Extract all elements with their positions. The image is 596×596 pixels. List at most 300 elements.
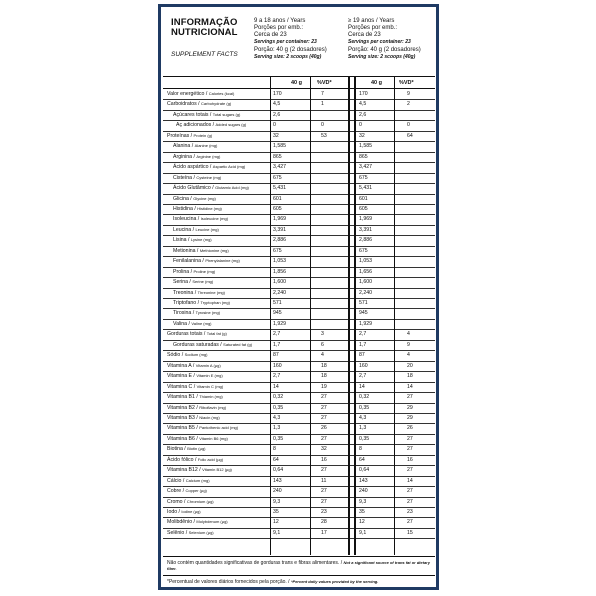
nutrient-name-en: Tryptophan (mg) [200,300,230,305]
col-a-amount-cell: 605 [273,205,282,212]
nutrient-label [167,413,220,423]
nutrient-name-pt: Prolina / [173,268,194,275]
col-b-vd-cell: 27 [407,488,413,495]
col-b-amount-cell: 1,7 [359,341,367,348]
nutrient-name-en: Copper (µg) [185,488,207,494]
col-divider-2 [310,76,311,555]
nutrient-label [173,246,229,256]
nutrient-name-pt: Aç adicionados / [176,122,216,129]
nutrient-name-pt: Triptofano / [173,300,201,306]
col-a-amount-cell: 0,32 [273,394,284,401]
col-b-amount-cell: 601 [359,195,368,202]
col-a-amount-cell: 675 [273,247,282,254]
nutrient-label [173,141,217,151]
col-b-amount-cell: 0 [359,122,362,129]
nutrient-name-pt: Carboidratos / [167,101,202,108]
col-b-vd-cell: 20 [407,362,413,369]
col-a-amount-cell: 571 [273,300,282,306]
col-b-amount-cell: 8 [359,446,362,453]
nutrient-name-pt: Vitamina B12 / [167,467,203,474]
col-a-vd-cell: 27 [321,488,327,495]
col-b-amount-header: 40 g [371,80,383,86]
col-a-amount-cell: 601 [273,195,282,202]
col-b-vd-cell: 23 [407,509,413,515]
col-b-amount-cell: 87 [359,352,365,359]
col-b-amount-cell: 240 [359,488,368,495]
col-b-portion: Porção: 40 g (2 dosadores) [348,47,421,53]
column-a-header [254,18,339,61]
col-b-vd-cell: 15 [407,529,413,536]
nutrient-name-en: Selenium (µg) [188,529,214,535]
col-b-amount-cell: 3,391 [359,226,372,233]
nutrient-name-pt: Vitamina B1 / [167,394,200,401]
nutrient-name-pt: Tirosina / [173,310,196,317]
col-a-vd-cell: 27 [321,404,327,411]
nutrient-label [173,214,228,224]
supplement-facts-label: SUPPLEMENT FACTS [171,51,238,58]
nutrient-name-en: Total sugars (g) [212,111,241,117]
col-b-age: ≥ 19 anos / Years [348,18,395,24]
col-b-amount-cell: 143 [359,477,368,484]
nutrient-name-en: Serine (mg) [192,279,214,285]
col-a-amount-cell: 1,856 [273,268,286,275]
col-divider-4 [354,76,356,555]
nutrient-name-pt: Ácido fólico / [167,456,198,463]
nutrient-name-en: Thiamin (mg) [199,394,223,400]
nutrient-label [176,120,246,130]
col-b-amount-cell: 1,3 [359,425,367,432]
nutrient-name-en: Biotin (µg) [187,446,206,452]
col-b-vd-cell: 27 [407,446,413,453]
nutrient-name-pt: Gorduras saturadas / [173,341,224,348]
nutrient-name-en: Methionine (mg) [199,247,229,253]
nutrient-name-pt: Cálcio / [167,477,186,484]
nutrient-name-pt: Vitamina A / [167,362,196,369]
footnote-dv-en: *Percent daily values provided by the serving. [290,579,379,584]
col-divider-1 [270,76,271,555]
nutrient-name-en: Leucine (mg) [195,226,219,232]
nutrient-name-pt: Leucina / [173,226,196,233]
nutrient-name-pt: Valor energético / [167,91,209,97]
col-b-amount-cell: 14 [359,383,365,390]
col-a-amount-cell: 865 [273,153,282,160]
col-a-amount-cell: 1,929 [273,320,286,327]
nutrient-name-en: Sodium (mg) [184,352,208,358]
col-b-amount-cell: 2,886 [359,237,372,244]
nutrient-name-en: Glycine (mg) [193,195,216,201]
nutrient-name-pt: Selênio / [167,529,189,536]
nutrient-name-en: Vitamin B12 (µg) [202,467,232,473]
nutrient-name-pt: Ácido aspártico / [173,164,213,171]
col-b-vd-cell: 27 [407,394,413,401]
nutrient-label [173,267,215,277]
nutrient-label [167,434,228,444]
col-a-vd-cell: 27 [321,498,327,505]
nutrient-label [167,455,223,465]
col-a-amount-cell: 240 [273,488,282,495]
col-a-amount-cell: 87 [273,352,279,359]
col-b-amount-cell: 4,3 [359,414,367,421]
nutrient-label [167,517,228,527]
col-a-amount-cell: 1,969 [273,216,286,223]
nutrient-name-en: Threonine (mg) [197,289,225,295]
nutrient-name-en: Aspartic Acid (mg) [212,164,246,170]
nutrient-name-pt: Biotina / [167,446,188,453]
col-a-amount-cell: 2,886 [273,237,286,244]
nutrient-name-en: Riboflavin (mg) [199,404,227,410]
nutrient-name-en: Valine (mg) [191,320,212,326]
col-b-vd-cell: 18 [407,373,413,380]
nutrient-label [173,288,225,298]
nutrient-label [167,392,223,402]
footnote-trans-fat-pt: Não contém quantidades significativas de gorduras trans e fibras alimentares. / [167,560,344,566]
col-b-servings-count: Cerca de 23 [348,32,381,38]
nutrient-label [167,497,214,507]
nutrient-label [167,444,206,454]
nutrient-label [173,340,252,350]
nutrient-name-pt: Cromo / [167,498,187,505]
nutrition-facts-panel [158,4,439,590]
col-b-vd-cell: 14 [407,477,413,484]
nutrient-name-pt: Isoleucina / [173,216,201,223]
col-a-vd-cell: 18 [321,362,327,369]
col-a-portion: Porção: 40 g (2 dosadores) [254,47,327,53]
nutrient-label [167,528,214,538]
col-b-amount-cell: 12 [359,519,365,526]
col-a-vd-cell: 27 [321,414,327,421]
nutrient-name-pt: Vitamina B5 / [167,425,200,432]
col-a-vd-cell: 7 [321,91,324,97]
col-a-amount-cell: 160 [273,362,282,369]
nutrient-name-pt: Vitamina C / [167,383,197,390]
title-line-2: NUTRICIONAL [171,27,238,38]
nutrient-name-en: Calcium (mg) [185,477,210,483]
nutrient-name-en: Lysine (mg) [190,237,212,243]
col-b-amount-cell: 0,64 [359,467,370,474]
nutrient-label [167,371,223,381]
col-b-amount-cell: 675 [359,174,368,181]
nutrient-name-en: Vitamin A (µg) [195,362,221,368]
nutrient-name-pt: Ácido Glutâmico / [173,185,216,192]
col-a-vd-cell: 32 [321,446,327,453]
col-a-amount-cell: 0,35 [273,435,284,442]
nutrient-label [173,308,220,318]
col-b-amount-cell: 2,7 [359,331,367,338]
col-a-vd-header: %VD* [317,80,332,86]
col-a-amount-cell: 9,3 [273,498,281,505]
col-a-vd-cell: 11 [321,477,327,484]
column-b-header [348,18,436,61]
col-a-amount-cell: 1,585 [273,143,286,150]
col-a-vd-cell: 27 [321,394,327,401]
nutrient-label [173,235,212,245]
nutrient-label [173,298,230,308]
col-b-amount-cell: 1,053 [359,258,372,265]
col-b-amount-cell: 0,32 [359,394,370,401]
nutrient-name-pt: Molibdênio / [167,519,197,526]
col-a-amount-cell: 3,427 [273,164,286,171]
col-b-amount-cell: 32 [359,132,365,139]
col-a-amount-cell: 8 [273,446,276,453]
col-a-vd-cell: 27 [321,467,327,474]
col-b-vd-cell: 2 [407,101,410,108]
col-a-vd-cell: 17 [321,529,327,536]
col-a-amount-cell: 14 [273,383,279,390]
col-divider-5 [394,76,395,555]
nutrient-label [173,277,213,287]
nutrient-name-pt: Alanina / [173,143,195,150]
col-b-vd-cell: 26 [407,425,413,432]
nutrient-label [173,256,240,266]
col-b-amount-cell: 2,7 [359,373,367,380]
col-a-amount-cell: 64 [273,456,279,463]
nutrient-name-pt: Gorduras totais / [167,331,207,338]
nutrient-name-pt: Proteínas / [167,132,194,139]
col-a-amount-cell: 32 [273,132,279,139]
col-b-amount-cell: 945 [359,310,368,317]
col-b-amount-cell: 35 [359,509,365,515]
col-a-servings-en: Servings per container: 23 [254,39,317,45]
nutrient-name-en: Molybdenum (µg) [196,519,228,525]
col-a-vd-cell: 0 [321,122,324,129]
nutrient-label [167,131,212,141]
nutrient-name-en: Chromium (µg) [186,498,214,504]
col-b-amount-cell: 9,3 [359,498,367,505]
nutrient-label [167,423,238,433]
nutrient-name-pt: Cisteína / [173,174,197,181]
col-b-vd-cell: 64 [407,132,413,139]
nutrient-name-en: Histidine (mg) [197,205,222,211]
nutrient-label [167,99,231,109]
col-a-amount-cell: 0,64 [273,467,284,474]
col-b-amount-cell: 865 [359,153,368,160]
nutrient-label [167,486,207,496]
col-b-amount-cell: 64 [359,456,365,463]
nutrient-name-en: Isoleucine (mg) [200,216,229,222]
col-b-amount-cell: 170 [359,91,368,97]
col-a-amount-cell: 0,35 [273,404,284,411]
col-a-amount-cell: 4,3 [273,414,281,421]
col-a-vd-cell: 26 [321,425,327,432]
nutrient-name-pt: Lisina / [173,237,191,244]
col-b-vd-cell: 4 [407,331,410,338]
footnote-trans-fat [167,560,439,572]
footnote-trans-fat-en: Not a significant source of trans fat or dietary fiber. [167,560,430,571]
col-b-servings-en: Servings per container: 23 [348,39,411,45]
nutrient-label [167,382,223,392]
nutrient-label [173,173,221,183]
col-b-amount-cell: 1,585 [359,143,372,150]
col-b-vd-cell: 16 [407,456,413,463]
col-a-amount-cell: 1,3 [273,425,281,432]
col-b-vd-cell: 9 [407,341,410,348]
col-b-vd-header: %VD* [399,80,414,86]
col-b-amount-cell: 1,656 [359,268,372,275]
nutrient-name-pt: Valina / [173,320,192,327]
col-divider-3 [348,76,350,555]
nutrient-label [167,465,232,475]
nutrient-name-en: Alanine (mg) [194,143,218,149]
nutrient-name-en: Saturated fat (g) [223,341,253,347]
nutrient-label [167,329,227,339]
col-a-vd-cell: 23 [321,509,327,515]
col-a-age: 9 a 18 anos / Years [254,18,306,24]
col-a-amount-cell: 1,600 [273,279,286,286]
nutrient-name-en: Vitamin C (mg) [196,383,224,389]
col-a-amount-cell: 5,431 [273,185,286,192]
nutrient-name-en: Arginine (mg) [196,153,221,159]
col-a-amount-cell: 0 [273,122,276,129]
nutrient-label [167,476,210,486]
col-b-vd-cell: 0 [407,122,410,129]
nutrient-name-pt: Vitamina B2 / [167,404,200,411]
col-b-amount-cell: 0,35 [359,435,370,442]
nutrient-label [173,162,245,172]
col-a-vd-cell: 1 [321,101,324,108]
nutrient-name-en: Proline (mg) [193,268,216,274]
nutrient-name-pt: Metionina / [173,247,200,254]
col-a-amount-cell: 2,6 [273,111,281,118]
nutrient-name-pt: Serina / [173,279,193,286]
col-a-vd-cell: 28 [321,519,327,526]
col-b-amount-cell: 5,431 [359,185,372,192]
col-a-vd-cell: 53 [321,132,327,139]
col-b-vd-cell: 27 [407,435,413,442]
col-b-portion-en: Serving size: 2 scoops (40g) [348,54,416,60]
nutrient-label [167,361,221,371]
nutrient-name-en: Glutamic Acid (mg) [215,185,249,191]
col-a-amount-cell: 2,7 [273,373,281,380]
nutrient-name-en: Vitamin E (mg) [196,373,223,379]
nutrient-name-en: Iodine (µg) [181,509,201,514]
nutrient-name-pt: Vitamina E / [167,373,197,380]
col-a-amount-cell: 1,7 [273,341,281,348]
nutrient-label [173,319,212,329]
col-b-vd-cell: 29 [407,404,413,411]
col-a-amount-cell: 945 [273,310,282,317]
col-a-vd-cell: 27 [321,435,327,442]
nutrient-label [173,204,222,214]
nutrient-name-pt: Treonina / [173,289,198,296]
table-bottom-divider [163,556,435,557]
col-b-amount-cell: 2,240 [359,289,372,296]
col-a-servings-count: Cerca de 23 [254,32,287,38]
col-b-amount-cell: 3,427 [359,164,372,171]
col-b-vd-cell: 4 [407,352,410,359]
col-a-amount-cell: 170 [273,91,282,97]
col-b-servings: Porções por emb.: [348,25,398,31]
nutrient-label [173,194,216,204]
nutrient-name-pt: Vitamina B3 / [167,414,200,421]
col-a-amount-cell: 2,240 [273,289,286,296]
panel-header [161,7,436,75]
col-b-vd-cell: 27 [407,498,413,505]
nutrient-name-pt: Arginina / [173,153,197,160]
col-b-amount-cell: 675 [359,247,368,254]
nutrient-label [173,225,219,235]
nutrient-name-en: Calories (kcal) [208,91,235,96]
title-line-1: INFORMAÇÃO [171,17,238,28]
col-a-vd-cell: 19 [321,383,327,390]
nutrient-label [167,89,234,99]
nutrient-label [173,152,220,162]
col-b-amount-cell: 605 [359,205,368,212]
nutrient-name-en: Protein (g) [193,132,213,138]
col-a-amount-cell: 12 [273,519,279,526]
col-a-portion-en: Serving size: 2 scoops (40g) [254,54,322,60]
nutrient-label [167,350,208,360]
nutrient-name-en: Niacin (mg) [199,414,220,420]
col-b-vd-cell: 29 [407,414,413,421]
footer-divider [163,575,435,576]
nutrient-label [173,110,240,120]
nutrient-name-pt: Fenilalanina / [173,258,206,265]
col-a-vd-cell: 6 [321,341,324,348]
nutrient-name-pt: Glicina / [173,195,194,202]
col-a-amount-header: 40 g [291,80,303,86]
nutrient-label [173,183,249,193]
col-a-amount-cell: 1,053 [273,258,286,265]
col-b-amount-cell: 0,35 [359,404,370,411]
nutrient-name-en: Vitamin B6 (mg) [199,435,228,441]
col-a-amount-cell: 143 [273,477,282,484]
col-b-amount-cell: 1,969 [359,216,372,223]
nutrient-name-pt: Histidina / [173,205,198,212]
col-b-amount-cell: 9,1 [359,529,367,536]
nutrient-name-pt: Sódio / [167,352,185,359]
col-a-amount-cell: 9,1 [273,529,281,536]
nutrient-name-en: Total fat (g) [206,331,227,337]
col-a-amount-cell: 2,7 [273,331,281,338]
col-b-vd-cell: 27 [407,519,413,526]
col-a-amount-cell: 4,5 [273,101,281,108]
col-b-amount-cell: 571 [359,300,368,306]
col-a-vd-cell: 16 [321,456,327,463]
col-a-vd-cell: 18 [321,373,327,380]
col-b-amount-cell: 2,6 [359,111,367,118]
col-a-amount-cell: 3,391 [273,226,286,233]
panel-title [171,18,238,38]
col-a-vd-cell: 3 [321,331,324,338]
nutrient-name-en: Folic acid (µg) [197,456,224,462]
col-b-amount-cell: 1,929 [359,320,372,327]
nutrient-name-pt: Vitamina B6 / [167,435,200,442]
col-a-servings: Porções por emb.: [254,25,304,31]
nutrient-name-pt: Cobre / [167,488,186,495]
nutrient-label [167,507,201,517]
col-a-amount-cell: 35 [273,509,279,515]
col-b-amount-cell: 160 [359,362,368,369]
nutrient-name-en: Tyrosine (mg) [195,310,221,316]
nutrient-name-en: Cysteine (mg) [196,174,222,180]
footnote-dv-pt: *Percentual de valores diários fornecidos pela porção. / [167,579,291,585]
col-b-vd-cell: 27 [407,467,413,474]
nutrient-name-en: Pantothenic acid (mg) [199,425,239,431]
col-b-vd-cell: 14 [407,383,413,390]
col-b-vd-cell: 9 [407,91,410,97]
nutrient-label [167,403,226,413]
nutrient-name-en: Phenylalanine (mg) [205,258,240,264]
footnote-daily-values [167,579,439,585]
col-a-vd-cell: 4 [321,352,324,359]
nutrient-name-pt: Iodo / [167,509,182,515]
col-a-amount-cell: 675 [273,174,282,181]
col-b-amount-cell: 1,600 [359,279,372,286]
col-b-amount-cell: 4,5 [359,101,367,108]
nutrient-name-en: Added sugars (g) [215,122,247,128]
nutrient-name-pt: Açúcares totais / [173,111,213,118]
nutrient-name-en: Carbohydrate (g) [201,101,232,107]
